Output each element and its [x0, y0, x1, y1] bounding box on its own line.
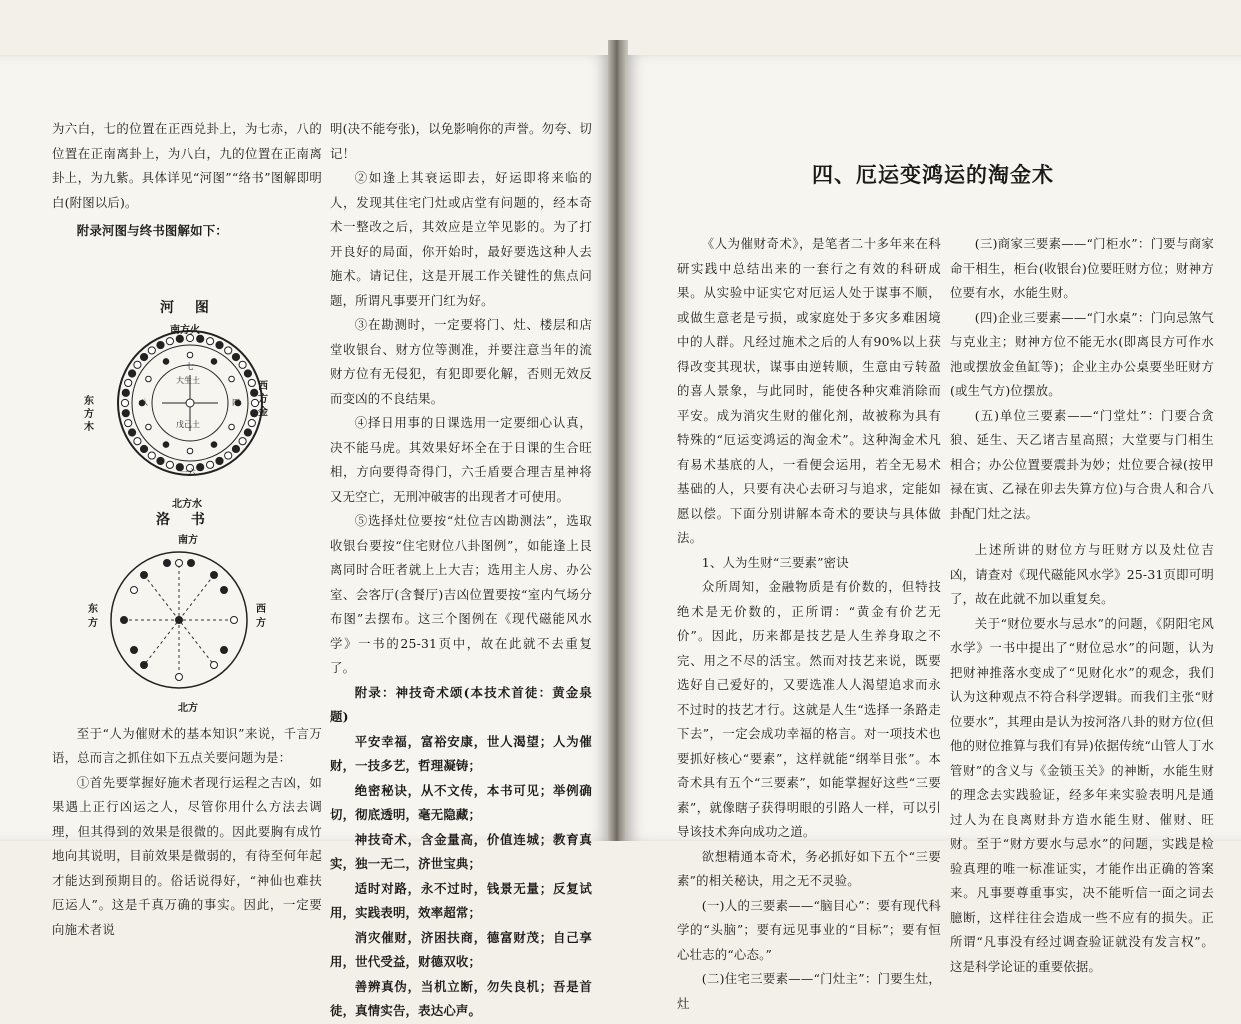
left-column-1 [52, 117, 322, 942]
luoshu-dot [176, 560, 183, 567]
hetu-center-dot [186, 399, 194, 407]
hetu-ring-dot [176, 335, 183, 342]
hetu-ring-dot [244, 429, 251, 436]
luoshu-dot [131, 587, 138, 594]
luoshu-label-bottom: 北方 [178, 703, 198, 714]
point-3: ③在勘测时，一定要将门、灶、楼层和店堂收银台、财方位等测准，并要注意当年的流财方位有无侵犯，有犯即要化解，否则无效反而变凶的不良结果。 [330, 317, 592, 406]
hetu-label-right: 西方金 [258, 381, 268, 418]
luoshu-label-left: 东方 [88, 604, 98, 629]
point-2: ②如逢上其衰运即去，好运即将来临的人，发现其住宅门灶或店堂有问题的，经本奇术一整改之后，其效应是立竿见影的。为了打开良好的局面，你开始时，最好要选这种人去施术。请记住，这是开展工作关键性的焦点问题，所谓凡事要开门红为好。 [330, 170, 592, 308]
hetu-ring-dot [157, 341, 164, 348]
hetu-ring-dot [148, 452, 155, 459]
hetu-inner-dot [229, 376, 235, 382]
hetu-inner-dot [146, 376, 152, 382]
luoshu-dot [164, 560, 171, 567]
poem-line-2: 绝密秘诀，从不文传，本书可见；举例确切，彻底透明，毫无隐藏； [330, 782, 592, 822]
luoshu-dot [131, 647, 138, 654]
hetu-title: 河 图 [160, 300, 217, 316]
luoshu-dot [176, 674, 183, 681]
hetu-ring-dot [248, 419, 255, 426]
hetu-ring-dot [121, 399, 128, 406]
hetu-inner-bottom: 一六 [180, 468, 196, 477]
hetu-ring-dot [140, 445, 147, 452]
section-subheading: 1、人为生财“三要素”密诀 [701, 554, 849, 570]
luoshu-dot [121, 617, 128, 624]
luoshu-dot [231, 617, 238, 624]
hetu-ring-dot [157, 457, 164, 464]
point-1-end: 明(决不能夸张)，以免影响你的声誉。勿夸、切记！ [330, 121, 592, 161]
hetu-label-top: 南方火 [170, 325, 200, 336]
hetu-ring-dot [251, 389, 258, 396]
hetu-ring-dot [239, 438, 246, 445]
hetu-ring-dot [122, 389, 129, 396]
point-1: ①首先要掌握好施术者现行运程之吉凶，如果遇上正行凶运之人，尽管你用什么方法去调理，但其得到的效果是很微的。因此要胸有成竹地向其说明，目前效果是微弱的，有待至何年起才能达到预期目的。俗话说得好，“神仙也难扶厄运人”。这是千真万确的事实。因此，一定要向施术者说 [52, 774, 322, 937]
poem-line-1: 平安幸福，富裕安康，世人渴望；人为催财，一技多艺，哲理凝铸； [330, 733, 592, 773]
hetu-ring-dot [206, 461, 213, 468]
hetu-ring-dot [244, 370, 251, 377]
hetu-diagram [100, 313, 280, 493]
hetu-ring-dot [166, 338, 173, 345]
hetu-ring-dot [125, 379, 132, 386]
hetu-ring-dot [148, 347, 155, 354]
luoshu-dot [141, 572, 148, 579]
luoshu-diagram [104, 545, 254, 695]
hetu-ring-dot [134, 361, 141, 368]
poem-line-5: 消灾催财，济困扶商，德富财茂；自己享用，世代受益，财德双收； [330, 929, 592, 969]
poem-title: 附录：神技奇术颂(本技术首徒：黄金泉题) [330, 684, 592, 724]
hetu-ring-dot [197, 464, 204, 471]
paragraph-value-of-skill: 众所周知，金融物质是有价数的，但特技绝术是无价数的，正所谓：“黄金有价艺无价”。因此，历来都是技艺是人生养身取之不完、用之不尽的活宝。然而对技艺来说，既要选好自己爱好的，又要选准人人渴望追求而永不过时的技艺才行。这就是人生“选择一条路走下去”，一定会成功幸福的格言。对一项技术也要抓好核心“要素”，这样就能“纲举目张”。本奇术具有五个“三要素”，如能掌握好这些“三要素”，就像瞎子获得明眼的引路人一样，可以引导该技术奔向成功之道。 [677, 579, 941, 839]
poem-line-6: 善辨真伪，当机立断，勿失良机；吾是首徒，真情实告，表达心声。 [330, 978, 592, 1018]
luoshu-dot [176, 617, 183, 624]
hetu-ring-dot [225, 347, 232, 354]
figure-caption: 附录河图与终书图解如下： [76, 223, 228, 238]
hetu-ring-dot [197, 335, 204, 342]
element-shop: (三)商家三要素——“门柜水”：门要与商家命干相生，柜台(收银台)位要旺财方位；财神方位要有水，水能生财。 [950, 236, 1214, 300]
luoshu-dot [211, 572, 218, 579]
right-column-2 [950, 232, 1214, 979]
hetu-inner-dot [146, 424, 152, 430]
intro-paragraph-right: 《人为催财奇术》，是笔者二十多年来在科研实践中总结出来的一套行之有效的科研成果。从实验中证实它对厄运人处于谋事不顺，或做生意老是亏损，或家庭处于多灾多难困境中的人群。凡经过施术之后的人有90%以上获得改变其现状，谋事由逆转顺，生意由亏转盈的喜人景象，与此同时，能使各种灾难消除而平安。成为消灾生财的催化剂，故被称为具有特殊的“厄运变鸿运的淘金术”。这种淘金术凡有易术基底的人，一看便会运用，若全无易术基础的人，只要有决心去研习与追求，定能如愿以偿。下面分别讲解本奇术的要诀与具体做法。 [677, 236, 941, 545]
hetu-inner-dot [211, 442, 217, 448]
luoshu-dot [221, 587, 228, 594]
hetu-ring-dot [128, 429, 135, 436]
hetu-center-bottom: 戊己土 [176, 420, 200, 429]
hetu-ring-dot [239, 361, 246, 368]
hetu-ring-dot [140, 353, 147, 360]
element-unit: (五)单位三要素——“门堂灶”：门要合贪狼、延生、天乙诸吉星高照；大堂要与门相生相合；办公位置要震卦为妙；灶位要合禄(按甲禄在寅、乙禄在卯去失算方位)与合贵人和合八卦配门灶之法。 [950, 407, 1214, 521]
hetu-inner-dot [163, 442, 169, 448]
hetu-ring-dot [225, 452, 232, 459]
hetu-ring-dot [206, 338, 213, 345]
luoshu-title: 洛 书 [156, 512, 213, 528]
luoshu-dot [141, 662, 148, 669]
hetu-inner-left: 八 [140, 398, 148, 407]
luoshu-label-top: 南方 [178, 535, 198, 546]
right-column-1 [677, 232, 941, 1016]
luoshu-dot [211, 662, 218, 669]
luoshu-dot [221, 647, 228, 654]
hetu-ring-dot [122, 410, 129, 417]
hetu-inner-top: 七 [186, 362, 194, 371]
hetu-ring-dot [251, 410, 258, 417]
hetu-center-top: 大生土 [176, 376, 200, 385]
point-4: ④择日用事的日课选用一定要细心认真，决不能马虎。其效果好坏全在于日课的生合旺相，方向要得奇得门，六壬盾要合理吉星神将又无空亡，无刑冲破害的出现者才可使用。 [330, 415, 592, 504]
right-page [625, 55, 1241, 1011]
hetu-inner-dot [187, 448, 193, 454]
left-column-2 [330, 117, 592, 1024]
hetu-label-left: 东方木 [84, 396, 94, 433]
poem-line-4: 适时对路，永不过时，钱景无量；反复试用，实践表明，效率超常； [330, 880, 592, 920]
hetu-ring-dot [128, 370, 135, 377]
hetu-ring-dot [216, 341, 223, 348]
hetu-inner-dot [163, 359, 169, 365]
luoshu-dot [188, 560, 195, 567]
hetu-inner-dot [229, 424, 235, 430]
hetu-ring-dot [232, 445, 239, 452]
intro-paragraph: 为六白，七的位置在正西兑卦上，为七赤，八的位置在正南离卦上，为八白，九的位置在正南离卦上，为九紫。具体详见“河图”“络书”图解即明白(附图以后)。 [52, 121, 322, 210]
hetu-label-bottom: 北方水 [172, 499, 202, 510]
poem-line-3: 神技奇术，含金量高，价值连城；教育真实，独一无二，济世宝典； [330, 831, 592, 871]
element-enterprise: (四)企业三要素——“门水桌”：门向忌煞气与克业主；财神方位不能无水(即离艮方可作水池或摆放金鱼缸等)；企业主办公桌要坐旺财方(或生气方)位摆放。 [950, 309, 1214, 398]
water-wealth-paragraph: 关于“财位要水与忌水”的问题，《阴阳宅风水学》一书中提出了“财位忌水”的问题，认为把财神推落水变成了“见财化水”的观念，我们认为这种观点不符合科学逻辑。而我们主张“财位要水”，其理由是认为按河洛八卦的财方位(但他的财位推算与我们有异)依据传统“山管人丁水管财”的含义与《金锁玉关》的神断，水能生财的理念去实践验证，经多年来实验表明凡是通过人为在良离财卦方造水能生财、催财、旺财。至于“财方要水与忌水”的问题，实践是检验真理的唯一标准证实，才能作出正确的答案来。凡事要尊重事实，决不能听信一面之词去臆断，这样往往会造成一些不应有的损失。正所谓“凡事没有经过调查验证就没有发言权”。这是科学论证的重要依据。 [950, 615, 1214, 974]
hetu-ring-dot [125, 419, 132, 426]
left-page [0, 55, 610, 1018]
hetu-inner-dot [187, 352, 193, 358]
element-house: (二)住宅三要素——“门灶主”：门要生灶，灶 [677, 971, 941, 1011]
element-person: (一)人的三要素——“脑目心”：要有现代科学的“头脑”；要有远见事业的“目标”；要有恒心壮志的“心态。” [677, 897, 941, 962]
luoshu-label-right: 西方 [256, 604, 266, 629]
paragraph-five-elements: 欲想精通本奇术，务必抓好如下五个“三要素”的相关秘诀，用之无不灵验。 [677, 848, 941, 888]
hetu-inner-dot [211, 359, 217, 365]
hetu-ring-dot [216, 457, 223, 464]
hetu-ring-dot [166, 461, 173, 468]
hetu-ring-dot [134, 438, 141, 445]
summary-paragraph: 上述所讲的财位方与旺财方以及灶位吉凶，请查对《现代磁能风水学》25-31页即可明了，故在此就不加以重复矣。 [950, 542, 1214, 606]
hetu-ring-dot [232, 353, 239, 360]
hetu-ring-dot [248, 379, 255, 386]
five-points-intro: 至于“人为催财术的基本知识”来说，千言万语，总而言之抓住如下五点关要问题为是： [52, 725, 322, 765]
hetu-inner-right: 四 [232, 398, 240, 407]
point-5: ⑤选择灶位要按“灶位吉凶勘测法”，选取收银台要按“住宅财位八卦图例”，如能逢上艮离同时合旺者就上上大吉；选用主人房、办公室、会客厅(含餐厅)吉凶位置要按“室内气场分布图”去摆布。这三个图例在《现代磁能风水学》一书的25-31页中，故在此就不去重复了。 [330, 513, 592, 675]
chapter-heading: 四、厄运变鸿运的淘金术 [812, 163, 1054, 187]
